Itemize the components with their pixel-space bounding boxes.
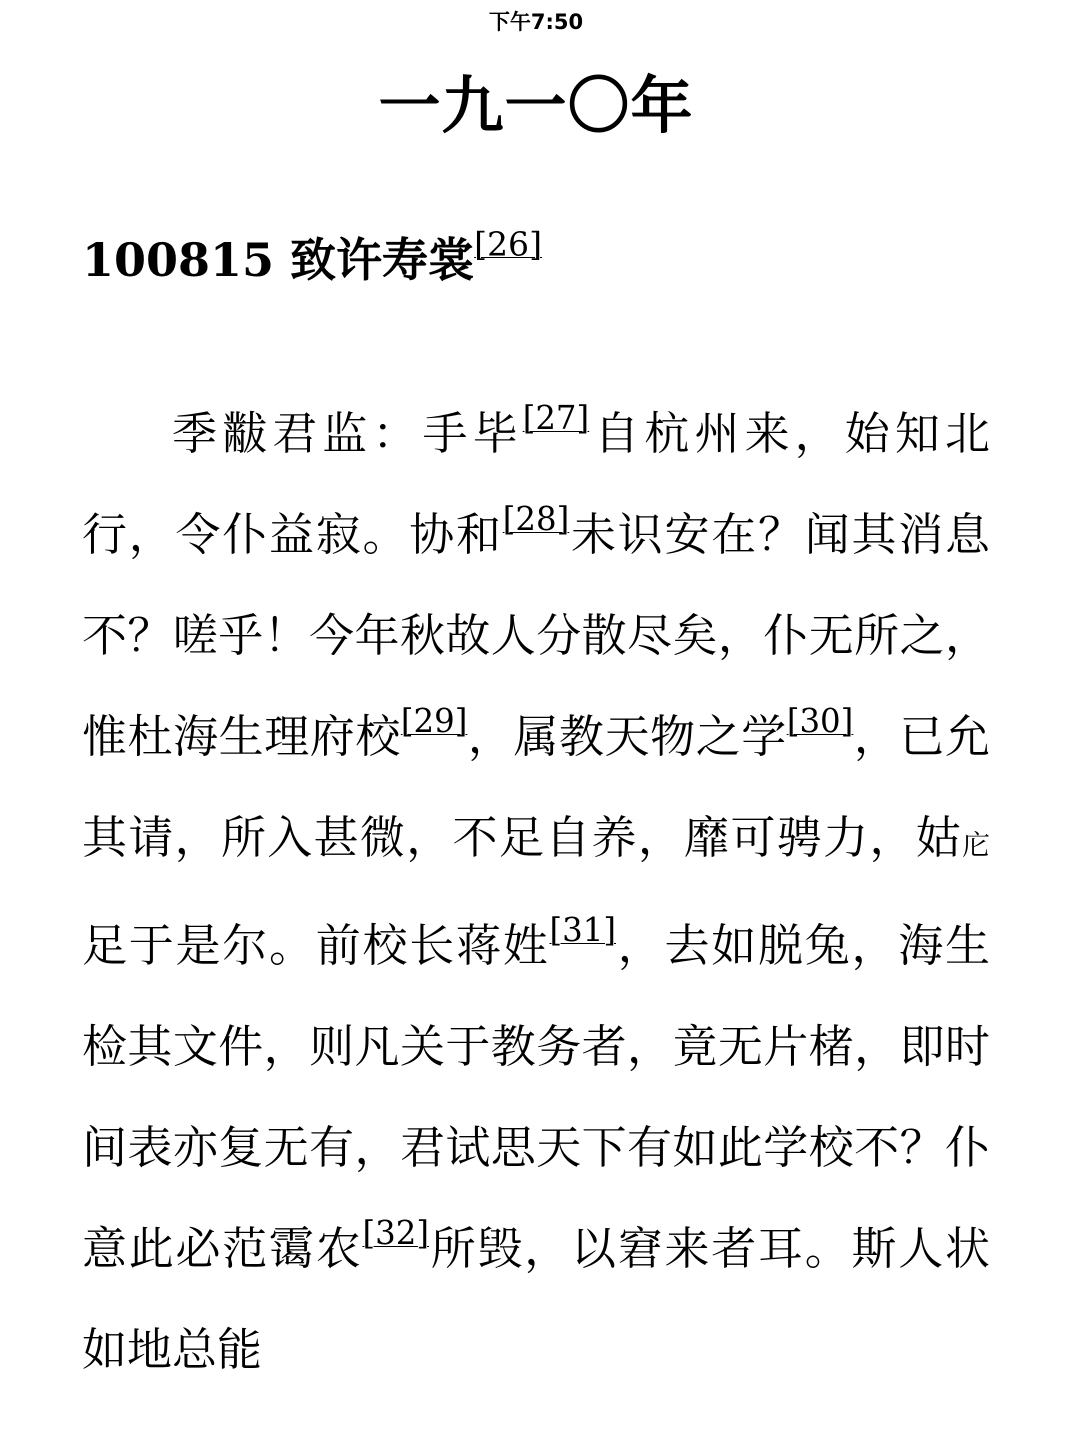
body-text-segment: ，属教天物之学: [467, 710, 787, 763]
inline-rare-character: 庀: [962, 828, 990, 862]
footnote-link-31[interactable]: [31]: [549, 911, 616, 950]
body-text-segment: 未识安在？闻其消息不？嗟乎！今年秋故人分散尽矣，仆无所之，惟杜海生理府校: [82, 508, 990, 763]
footnote-link-29[interactable]: [29]: [400, 701, 468, 740]
letter-heading: [82, 224, 543, 292]
letter-heading-text: 100815 致许寿裳: [82, 233, 475, 287]
body-text-segment: 季黻君监：手毕: [172, 407, 523, 460]
body-text-segment: ，去如脱兔，海生检其文件，则凡关于教务者，竟无片楮，即时间表亦复无有，君试思天下有如此学校不？仆意此必范霭农: [82, 919, 990, 1276]
body-text-segment: 所毁，以窘来者耳。斯人状如地总能: [82, 1222, 990, 1377]
footnote-link-32[interactable]: [32]: [362, 1214, 429, 1253]
chapter-title: 一九一〇年: [378, 69, 694, 142]
footnote-link-27[interactable]: [27]: [522, 398, 590, 437]
letter-body: [82, 383, 990, 1400]
body-text-segment: 足于是尔。前校长蒋姓: [82, 919, 550, 973]
status-bar-time: 下午7:50: [488, 10, 584, 34]
footnote-link-30[interactable]: [30]: [786, 701, 854, 740]
footnote-link-26[interactable]: [26]: [474, 224, 543, 264]
body-text-segment: ，已允其请，所入甚微，不足自养，靡可骋力，姑: [82, 710, 990, 864]
body-text-segment: 自杭州来，始知北行，令仆益寂。协和: [82, 407, 990, 561]
footnote-link-28[interactable]: [28]: [502, 499, 570, 538]
